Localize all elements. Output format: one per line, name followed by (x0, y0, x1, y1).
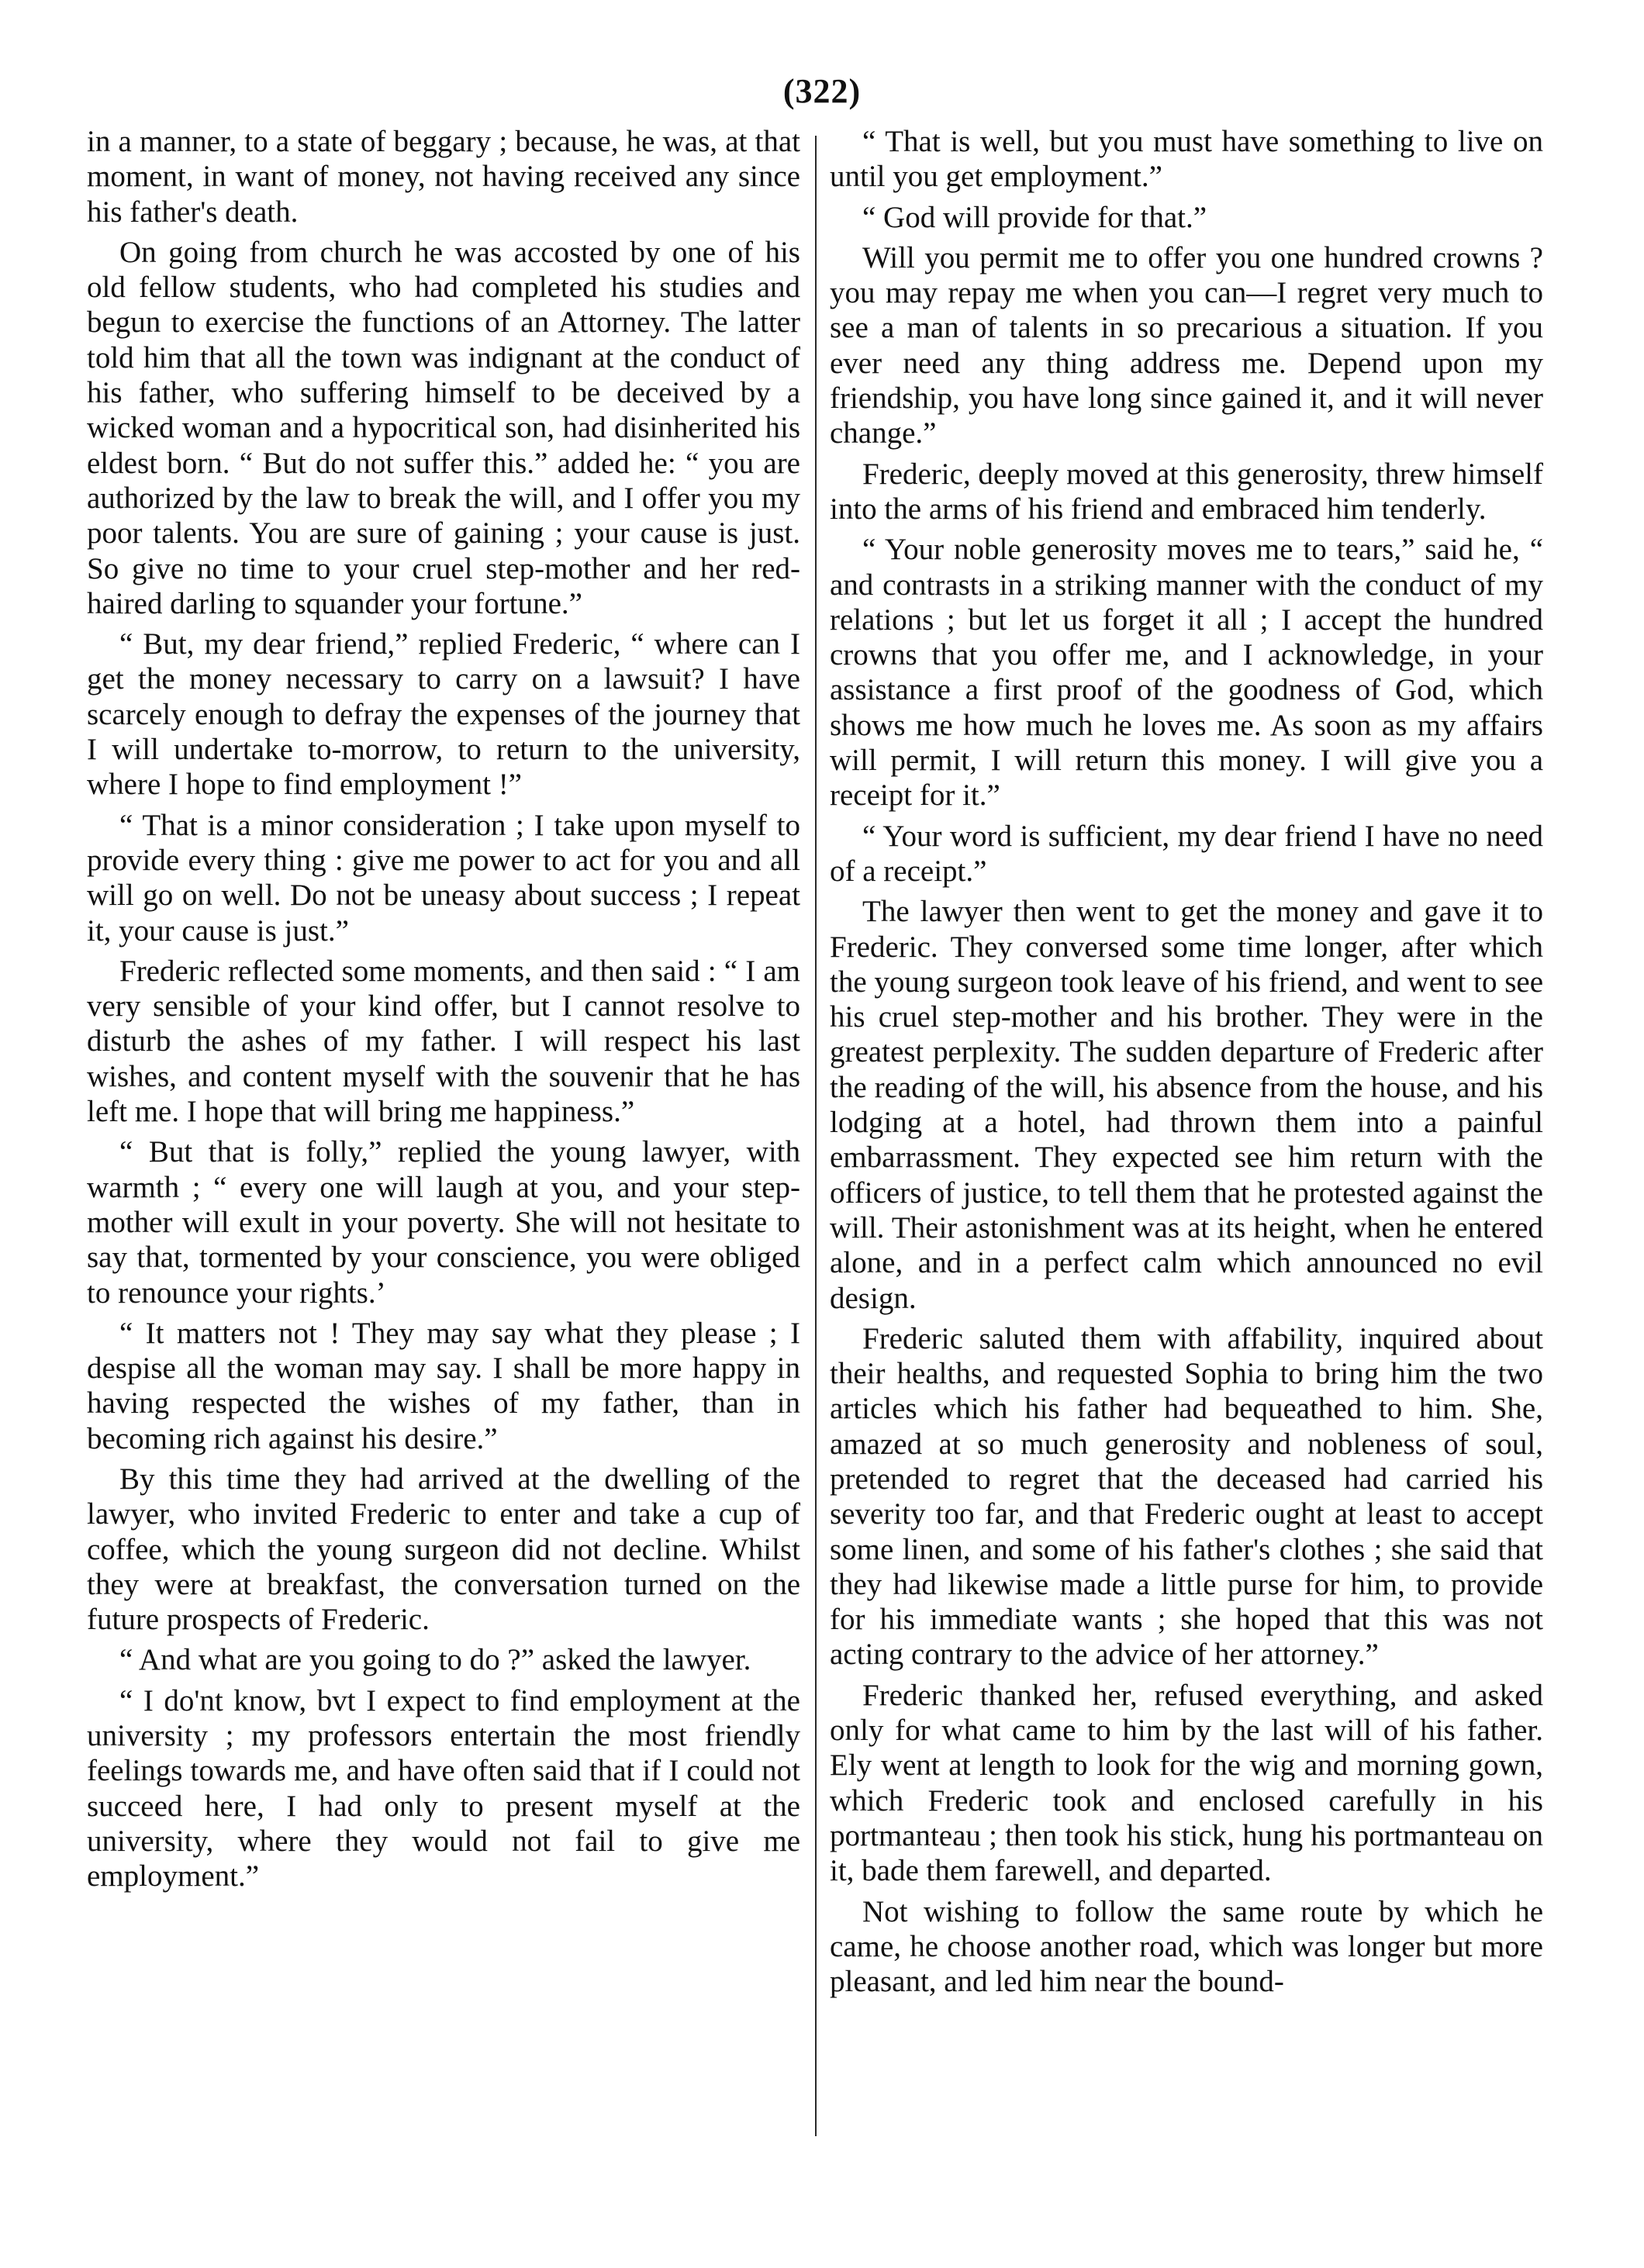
page-number: (322) (782, 72, 862, 110)
paragraph: “ And what are you going to do ?” asked the lawyer. (119, 1643, 751, 1677)
paragraph: Frederic, deeply moved at this generosity, threw himself into the arms of his friend and embraced him tenderly. (830, 457, 1543, 526)
paragraph: Frederic saluted them with affability, inquired about their healths, and requested Sophia to bring him the two articles which his father had bequeathed to him. She, amazed at so much generosity and nobleness of soul, pretended to regret that the deceased had carried his severity too far, and that Frederic ought at least to accept some linen, and some of his father's clothes ; she said that they had likewise made a little purse for him, to provide for his immediate wants ; she hoped that this was not acting contrary to the advice of her attorney.” (830, 1321, 1543, 1672)
paragraph: “ God will provide for that.” (862, 200, 1207, 234)
right-column (830, 124, 1543, 2148)
paragraph: in a manner, to a state of beggary ; because, he was, at that moment, in want of money, not having received any since his father's death. (87, 125, 800, 229)
paragraph: Frederic thanked her, refused everything, and asked only for what came to him by the last will of his father. Ely went at length to look for the wig and morning gown, which Frederic took and enclosed carefully in his portmanteau ; then took his stick, hung his portmanteau on it, bade them farewell, and departed. (830, 1678, 1543, 1888)
paragraph: “ But that is folly,” replied the young lawyer, with warmth ; “ every one will laugh at you, and your step-mother will exult in your poverty. She will not hesitate to say that, tormented by your conscience, you were obliged to renounce your rights.’ (87, 1135, 800, 1310)
paragraph: By this time they had arrived at the dwelling of the lawyer, who invited Frederic to enter and take a cup of coffee, which the young surgeon did not decline. Whilst they were at breakfast, the conversation turned on the future prospects of Frederic. (87, 1462, 800, 1637)
paragraph: “ That is a minor consideration ; I take upon myself to provide every thing : give me power to act for you and all will go on well. Do not be uneasy about success ; I repeat it, your cause is just.” (87, 808, 800, 948)
paragraph: Frederic reflected some moments, and then said : “ I am very sensible of your kind offer, but I cannot resolve to disturb the ashes of my father. I will respect his last wishes, and content myself with the souvenir that he has left me. I hope that will bring me happiness.” (87, 954, 800, 1129)
paragraph: “ I do'nt know, bvt I expect to find employment at the university ; my professors entertain the most friendly feelings towards me, and have often said that if I could not succeed here, I had only to present myself at the university, where they would not fail to give me employment.” (87, 1683, 800, 1893)
paragraph: Not wishing to follow the same route by which he came, he choose another road, which was longer but more pleasant, and led him near the bound- (830, 1894, 1543, 1999)
paragraph: “ Your word is sufficient, my dear friend I have no need of a receipt.” (830, 819, 1543, 888)
paragraph: “ Your noble generosity moves me to tears,” said he, “ and contrasts in a striking manner with the conduct of my relations ; but let us forget it all ; I accept the hundred crowns that you offer me, and I acknowledge, in your assistance a first proof of the goodness of God, which shows me how much he loves me. As soon as my affairs will permit, I will return this money. I will give you a receipt for it.” (830, 533, 1543, 813)
paragraph: On going from church he was accosted by one of his old fellow students, who had completed his studies and begun to exercise the functions of an Attorney. The latter told him that all the town was indignant at the conduct of his father, who suffering himself to be deceived by a wicked woman and a hypocritical son, had disinherited his eldest born. “ But do not suffer this.” added he: “ you are authorized by the law to break the will, and I offer you my poor talents. You are sure of gaining ; your cause is just. So give no time to your cruel step-mother and her red-haired darling to squander your fortune.” (87, 235, 800, 620)
paragraph: “ It matters not ! They may say what they please ; I despise all the woman may say. I shall be more happy in having respected the wishes of my father, than in becoming rich against his desire.” (87, 1316, 800, 1455)
left-column (87, 124, 800, 2148)
paragraph: Will you permit me to offer you one hundred crowns ? you may repay me when you can—I regret very much to see a man of talents in so precarious a situation. If you ever need any thing address me. Depend upon my friendship, you have long since gained it, and it will never change.” (830, 240, 1543, 450)
paragraph: The lawyer then went to get the money and gave it to Frederic. They conversed some time longer, after which the young surgeon took leave of his friend, and went to see his cruel step-mother and his brother. They were in the greatest perplexity. The sudden departure of Frederic after the reading of the will, his absence from the house, and his lodging at a hotel, had thrown them into a painful embarrassment. They expected see him return with the officers of justice, to tell them that he protested against the will. Their astonishment was at its height, when he entered alone, and in a perfect calm which announced no evil design. (830, 895, 1543, 1315)
paragraph: “ That is well, but you must have something to live on until you get employment.” (830, 125, 1543, 194)
paragraph: “ But, my dear friend,” replied Frederic, “ where can I get the money necessary to carry on a lawsuit? I have scarcely enough to defray the expenses of the journey that I will undertake to-morrow, to return to the university, where I hope to find employment !” (87, 627, 800, 802)
column-divider (815, 136, 817, 2136)
